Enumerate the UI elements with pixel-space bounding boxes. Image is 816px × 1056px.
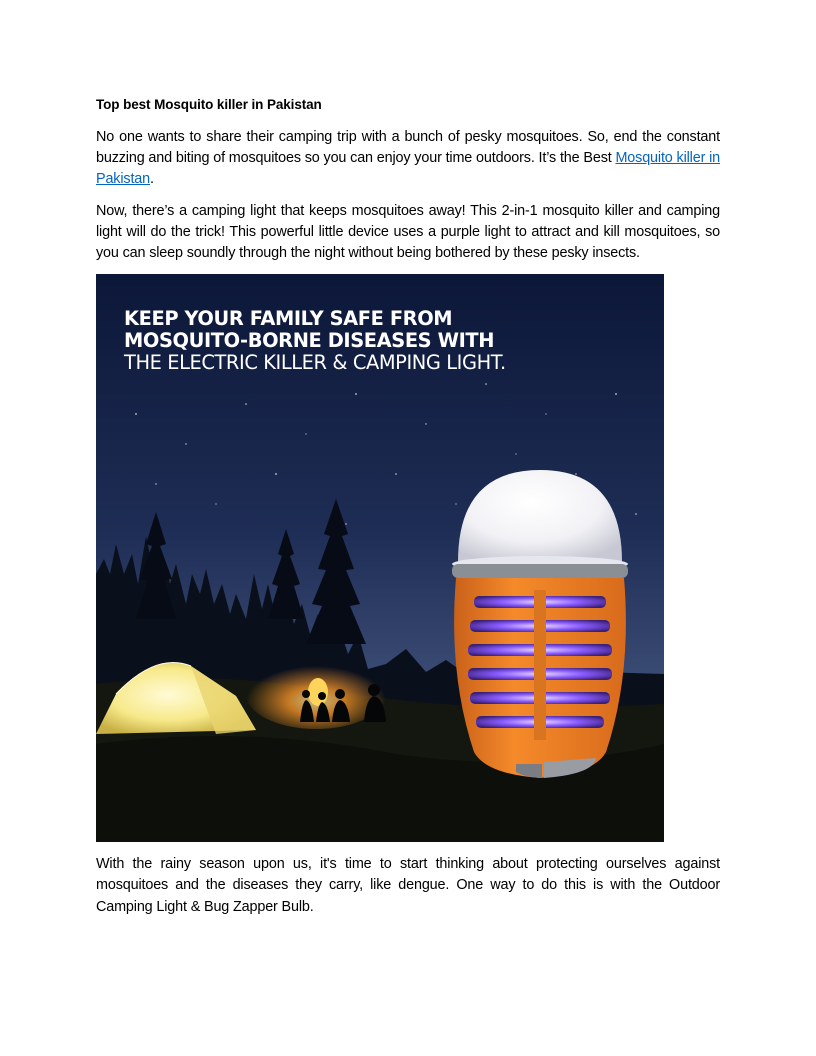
paragraph-camping-light: Now, there’s a camping light that keeps mosquitoes away! This 2-in-1 mosquito killer and camping light will do the trick! This powerful little device uses a purple light to attract and kill mosquitoes, so you can sleep soundly through the night without being bothered by these pesky insects. <box>96 202 720 262</box>
paragraph-intro-end: . <box>150 171 154 188</box>
document-page <box>96 96 720 928</box>
paragraph-intro <box>96 127 720 191</box>
mosquito-killer-link[interactable]: Mosquito killer in Pakistan <box>96 150 720 188</box>
product-banner-image <box>96 274 664 842</box>
article-title: Top best Mosquito killer in Pakistan <box>96 97 322 112</box>
banner-headline <box>124 308 506 374</box>
banner-line-2: MOSQUITO-BORNE DISEASES WITH <box>124 329 495 353</box>
banner-line-3: THE ELECTRIC KILLER & CAMPING LIGHT. <box>124 351 506 375</box>
paragraph-rainy-season: With the rainy season upon us, it's time to start thinking about protecting ourselves against mosquitoes and the diseases they carry, like dengue. One way to do this is with the Outdoor Camping Light & Bug Zapper Bulb. <box>96 856 720 915</box>
paragraph-intro-text: No one wants to share their camping trip with a bunch of pesky mosquitoes. So, end the constant buzzing and biting of mosquitoes so you can enjoy your time outdoors. It’s the Best <box>96 129 720 167</box>
banner-line-1: KEEP YOUR FAMILY SAFE FROM <box>124 307 453 331</box>
